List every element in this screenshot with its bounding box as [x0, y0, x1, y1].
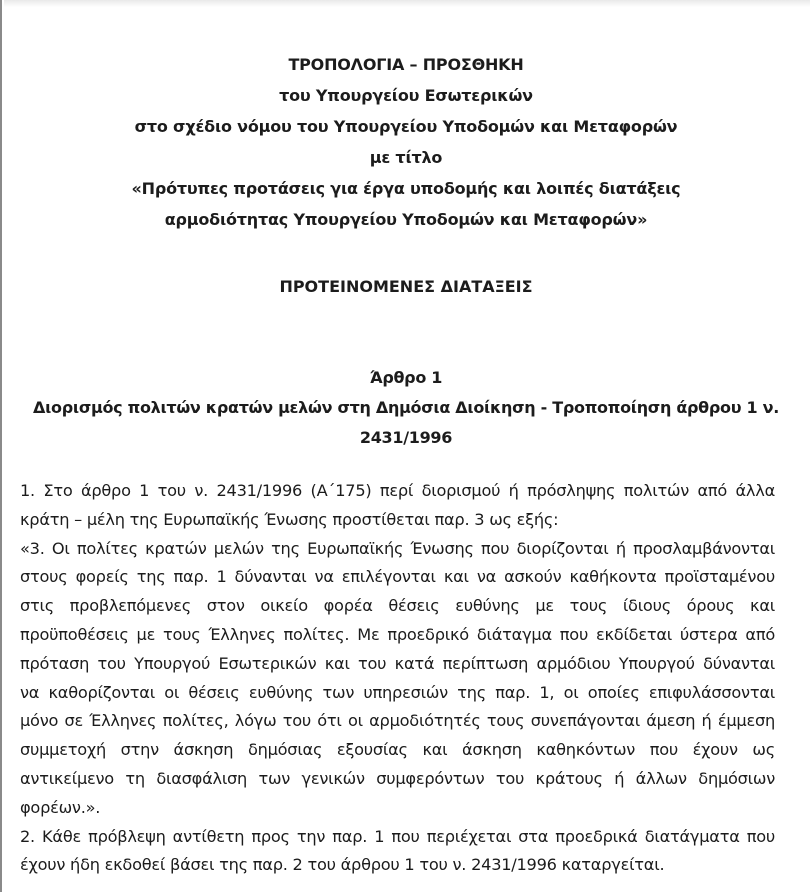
header-bill-reference: στο σχέδιο νόμου του Υπουργείου Υποδομών και Μεταφορών [134, 117, 678, 136]
body-line: κράτη – μέλη της Ευρωπαϊκής Ένωσης προστίθεται παρ. 3 ως εξής: [20, 509, 559, 529]
header-ministry: του Υπουργείου Εσωτερικών [279, 86, 533, 105]
body-line: πρόταση του Υπουργού Εσωτερικών και του κατά περίπτωση αρμόδιου Υπουργού δύνανται [20, 653, 775, 673]
body-line: φορέων.». [20, 797, 101, 817]
body-line: «3. Οι πολίτες κρατών μελών της Ευρωπαϊκής Ένωσης που διορίζονται ή προσλαμβάνονται [20, 538, 775, 558]
body-line: προϋποθέσεις με τους Έλληνες πολίτες. Με προεδρικό διάταγμα που εκδίδεται ύστερα από [20, 624, 775, 644]
article-body [20, 477, 775, 880]
document-header [2, 49, 810, 235]
body-line: στους φορείς της παρ. 1 δύνανται να επιλέγονται και να ασκούν καθήκοντα προϊσταμένου [20, 567, 775, 587]
body-line: 1. Στο άρθρο 1 του ν. 2431/1996 (Α΄175) περί διορισμού ή πρόσληψης πολιτών από άλλα [20, 481, 775, 500]
article-number: Άρθρο 1 [369, 368, 443, 387]
body-line: έχουν ήδη εκδοθεί βάσει της παρ. 2 του άρθρου 1 του ν. 2431/1996 καταργείται. [20, 855, 665, 875]
article-title-line-2: 2431/1996 [359, 428, 453, 447]
header-bill-title-line-2: αρμοδιότητας Υπουργείου Υποδομών και Μεταφορών» [164, 210, 648, 229]
body-line: συμμετοχή στην άσκηση δημόσιας εξουσίας και άσκηση καθηκόντων που έχουν ως [20, 740, 775, 760]
article-title-line-1: Διορισμός πολιτών κρατών μελών στη Δημόσια Διοίκηση - Τροποποίηση άρθρου 1 ν. [33, 398, 779, 417]
body-line: μόνο σε Έλληνες πολίτες, λόγω του ότι οι αρμοδιότητές τους συνεπάγονται άμεση ή έμμεση [20, 711, 775, 731]
page-top-shadow [4, 0, 810, 7]
body-line: 2. Κάθε πρόβλεψη αντίθετη προς την παρ. 1 που περιέχεται στα προεδρικά διατάγματα που [20, 826, 775, 846]
body-line: να καθορίζονται οι θέσεις ευθύνης των υπηρεσιών της παρ. 1, οι οποίες επιφυλάσσονται [20, 682, 775, 702]
article-heading [2, 363, 810, 453]
body-line: αντικείμενο τη διασφάλιση των γενικών συμφερόντων του κράτους ή άλλων δημόσιων [20, 768, 775, 788]
section-heading: ΠΡΟΤΕΙΝΟΜΕΝΕΣ ΔΙΑΤΑΞΕΙΣ [279, 277, 533, 296]
header-title: ΤΡΟΠΟΛΟΓΙΑ – ΠΡΟΣΘΗΚΗ [288, 55, 524, 74]
body-line: στις προβλεπόμενες στον οικείο φορέα θέσεις ευθύνης με τους ίδιους όρους και [20, 596, 775, 616]
header-bill-title-line-1: «Πρότυπες προτάσεις για έργα υποδομής και λοιπές διατάξεις [131, 179, 681, 198]
header-title-label: με τίτλο [369, 148, 443, 167]
